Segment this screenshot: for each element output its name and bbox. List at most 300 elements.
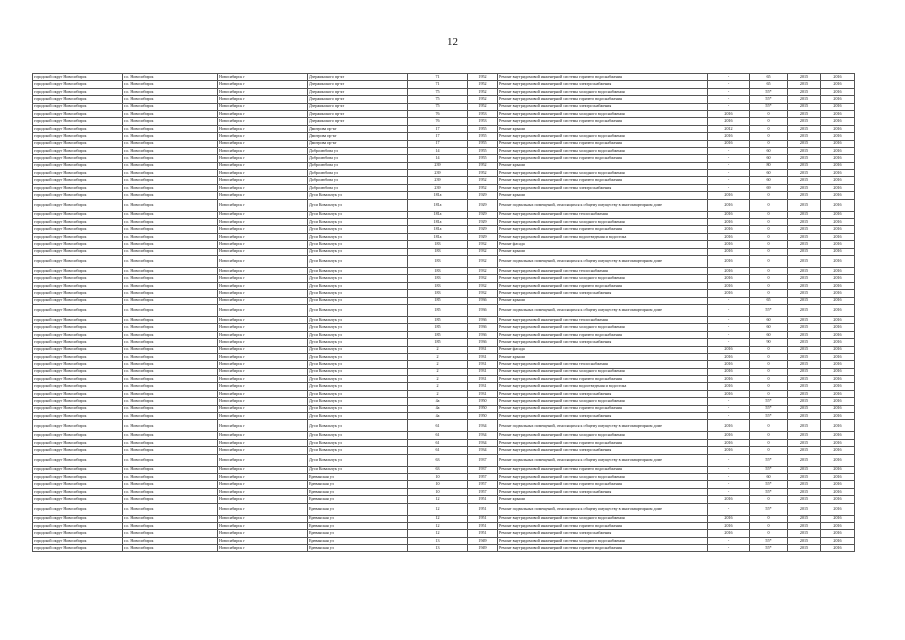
table-row bbox=[33, 74, 855, 81]
table-body bbox=[33, 74, 855, 552]
table-row bbox=[33, 140, 855, 147]
cell-street: Ереванская ул bbox=[308, 503, 408, 515]
cell-house-number: 239 bbox=[408, 177, 468, 184]
cell-build-year: 1931 bbox=[468, 376, 498, 383]
cell-plan-year: - bbox=[708, 324, 750, 331]
cell-city: Новосибирск г bbox=[218, 211, 308, 218]
cell-house-number: 185 bbox=[408, 324, 468, 331]
cell-plan-year: - bbox=[708, 74, 750, 81]
cell-work-type: Ремонт подвальных помещений, относящихся к общему имуществу в многоквартирном доме bbox=[498, 420, 708, 432]
cell-wear-percent: 0 bbox=[750, 199, 788, 211]
cell-house-number: 4а bbox=[408, 413, 468, 420]
table-row bbox=[33, 96, 855, 103]
cell-work-type: Ремонт крыши bbox=[498, 192, 708, 199]
cell-municipality: городской округ Новосибирск bbox=[33, 118, 123, 125]
cell-work-type: Ремонт внутридомовой инженерной системы холодного водоснабжения bbox=[498, 88, 708, 95]
cell-work-type: Ремонт внутридомовой инженерной системы горячего водоснабжения bbox=[498, 96, 708, 103]
cell-work-type: Ремонт внутридомовой инженерной системы электроснабжения bbox=[498, 81, 708, 88]
cell-settlement: г.о. Новосибирск bbox=[123, 339, 218, 346]
table-row bbox=[33, 316, 855, 323]
table-row bbox=[33, 81, 855, 88]
cell-period-end: 2016 bbox=[821, 88, 855, 95]
cell-settlement: г.о. Новосибирск bbox=[123, 241, 218, 248]
cell-build-year: 1936 bbox=[468, 297, 498, 304]
cell-municipality: городской округ Новосибирск bbox=[33, 488, 123, 495]
cell-street: Дуси Ковальчук ул bbox=[308, 297, 408, 304]
table-row bbox=[33, 155, 855, 162]
cell-settlement: г.о. Новосибирск bbox=[123, 420, 218, 432]
cell-period-start: 2015 bbox=[788, 503, 821, 515]
cell-house-number: 17 bbox=[408, 140, 468, 147]
cell-house-number: 239 bbox=[408, 162, 468, 169]
cell-city: Новосибирск г bbox=[218, 481, 308, 488]
cell-settlement: г.о. Новосибирск bbox=[123, 398, 218, 405]
cell-municipality: городской округ Новосибирск bbox=[33, 282, 123, 289]
cell-municipality: городской округ Новосибирск bbox=[33, 481, 123, 488]
cell-city: Новосибирск г bbox=[218, 413, 308, 420]
cell-settlement: г.о. Новосибирск bbox=[123, 503, 218, 515]
cell-municipality: городской округ Новосибирск bbox=[33, 432, 123, 439]
cell-municipality: городской округ Новосибирск bbox=[33, 439, 123, 446]
cell-build-year: 1951 bbox=[468, 515, 498, 522]
cell-wear-percent: 0 bbox=[750, 110, 788, 117]
cell-settlement: г.о. Новосибирск bbox=[123, 110, 218, 117]
cell-work-type: Ремонт внутридомовой инженерной системы холодного водоснабжения bbox=[498, 368, 708, 375]
cell-street: Ереванская ул bbox=[308, 515, 408, 522]
table-row bbox=[33, 199, 855, 211]
cell-plan-year: - bbox=[708, 162, 750, 169]
cell-settlement: г.о. Новосибирск bbox=[123, 413, 218, 420]
cell-street: Добролюбова ул bbox=[308, 170, 408, 177]
cell-work-type: Ремонт внутридомовой инженерной системы электроснабжения bbox=[498, 390, 708, 397]
cell-plan-year: - bbox=[708, 81, 750, 88]
cell-work-type: Ремонт крыши bbox=[498, 496, 708, 503]
cell-work-type: Ремонт внутридомовой инженерной системы холодного водоснабжения bbox=[498, 432, 708, 439]
cell-build-year: 1936 bbox=[468, 331, 498, 338]
table-row bbox=[33, 103, 855, 110]
cell-city: Новосибирск г bbox=[218, 118, 308, 125]
cell-city: Новосибирск г bbox=[218, 398, 308, 405]
table-row bbox=[33, 147, 855, 154]
cell-settlement: г.о. Новосибирск bbox=[123, 147, 218, 154]
cell-settlement: г.о. Новосибирск bbox=[123, 248, 218, 255]
cell-municipality: городской округ Новосибирск bbox=[33, 454, 123, 466]
cell-settlement: г.о. Новосибирск bbox=[123, 331, 218, 338]
cell-plan-year: 2016 bbox=[708, 219, 750, 226]
cell-period-start: 2015 bbox=[788, 199, 821, 211]
table-row bbox=[33, 192, 855, 199]
cell-settlement: г.о. Новосибирск bbox=[123, 162, 218, 169]
table-row bbox=[33, 339, 855, 346]
cell-settlement: г.о. Новосибирск bbox=[123, 96, 218, 103]
cell-city: Новосибирск г bbox=[218, 184, 308, 191]
cell-period-start: 2015 bbox=[788, 162, 821, 169]
cell-build-year: 1952 bbox=[468, 177, 498, 184]
cell-settlement: г.о. Новосибирск bbox=[123, 383, 218, 390]
cell-municipality: городской округ Новосибирск bbox=[33, 133, 123, 140]
cell-period-end: 2016 bbox=[821, 147, 855, 154]
cell-plan-year: - bbox=[708, 297, 750, 304]
cell-street: Дуси Ковальчук ул bbox=[308, 192, 408, 199]
cell-house-number: 239 bbox=[408, 184, 468, 191]
table-row bbox=[33, 184, 855, 191]
cell-settlement: г.о. Новосибирск bbox=[123, 537, 218, 544]
cell-wear-percent: 69 bbox=[750, 184, 788, 191]
cell-municipality: городской округ Новосибирск bbox=[33, 466, 123, 473]
cell-build-year: 1929 bbox=[468, 219, 498, 226]
cell-house-number: 181а bbox=[408, 192, 468, 199]
cell-street: Ереванская ул bbox=[308, 473, 408, 480]
cell-period-start: 2015 bbox=[788, 339, 821, 346]
cell-house-number: 61 bbox=[408, 439, 468, 446]
cell-work-type: Ремонт внутридомовой инженерной системы теплоснабжения bbox=[498, 316, 708, 323]
cell-settlement: г.о. Новосибирск bbox=[123, 192, 218, 199]
cell-work-type: Ремонт внутридомовой инженерной системы водоотведения и водостока bbox=[498, 233, 708, 240]
cell-house-number: 10 bbox=[408, 488, 468, 495]
cell-period-start: 2015 bbox=[788, 170, 821, 177]
cell-period-start: 2015 bbox=[788, 192, 821, 199]
cell-plan-year: - bbox=[708, 316, 750, 323]
cell-street: Дзержинского пр-кт bbox=[308, 110, 408, 117]
cell-period-end: 2016 bbox=[821, 282, 855, 289]
cell-period-start: 2015 bbox=[788, 466, 821, 473]
cell-municipality: городской округ Новосибирск bbox=[33, 170, 123, 177]
cell-period-end: 2016 bbox=[821, 447, 855, 454]
cell-city: Новосибирск г bbox=[218, 545, 308, 552]
cell-period-end: 2016 bbox=[821, 226, 855, 233]
cell-city: Новосибирск г bbox=[218, 233, 308, 240]
cell-period-end: 2016 bbox=[821, 199, 855, 211]
cell-wear-percent: 55* bbox=[750, 413, 788, 420]
cell-street: Дуси Ковальчук ул bbox=[308, 376, 408, 383]
cell-city: Новосибирск г bbox=[218, 162, 308, 169]
cell-plan-year: - bbox=[708, 473, 750, 480]
cell-period-end: 2016 bbox=[821, 361, 855, 368]
cell-plan-year: 2016 bbox=[708, 515, 750, 522]
cell-period-end: 2016 bbox=[821, 454, 855, 466]
cell-city: Новосибирск г bbox=[218, 339, 308, 346]
cell-settlement: г.о. Новосибирск bbox=[123, 316, 218, 323]
cell-settlement: г.о. Новосибирск bbox=[123, 481, 218, 488]
table-row bbox=[33, 368, 855, 375]
cell-build-year: 1952 bbox=[468, 88, 498, 95]
cell-street: Ереванская ул bbox=[308, 545, 408, 552]
cell-plan-year: - bbox=[708, 331, 750, 338]
cell-municipality: городской округ Новосибирск bbox=[33, 537, 123, 544]
cell-build-year: 1929 bbox=[468, 233, 498, 240]
table-row bbox=[33, 447, 855, 454]
cell-period-start: 2015 bbox=[788, 496, 821, 503]
cell-work-type: Ремонт крыши bbox=[498, 248, 708, 255]
cell-settlement: г.о. Новосибирск bbox=[123, 282, 218, 289]
cell-plan-year: 2016 bbox=[708, 530, 750, 537]
cell-street: Дуси Ковальчук ул bbox=[308, 255, 408, 267]
cell-settlement: г.о. Новосибирск bbox=[123, 290, 218, 297]
cell-period-start: 2015 bbox=[788, 81, 821, 88]
cell-build-year: 1950 bbox=[468, 413, 498, 420]
cell-city: Новосибирск г bbox=[218, 353, 308, 360]
cell-wear-percent: 0 bbox=[750, 368, 788, 375]
cell-street: Дуси Ковальчук ул bbox=[308, 211, 408, 218]
cell-settlement: г.о. Новосибирск bbox=[123, 496, 218, 503]
cell-plan-year: - bbox=[708, 339, 750, 346]
cell-street: Ереванская ул bbox=[308, 522, 408, 529]
cell-settlement: г.о. Новосибирск bbox=[123, 304, 218, 316]
cell-period-end: 2016 bbox=[821, 530, 855, 537]
cell-municipality: городской округ Новосибирск bbox=[33, 267, 123, 274]
cell-build-year: 1937 bbox=[468, 454, 498, 466]
cell-period-end: 2016 bbox=[821, 432, 855, 439]
cell-work-type: Ремонт внутридомовой инженерной системы электроснабжения bbox=[498, 530, 708, 537]
cell-street: Дуси Ковальчук ул bbox=[308, 466, 408, 473]
cell-street: Дуси Ковальчук ул bbox=[308, 353, 408, 360]
cell-wear-percent: 0 bbox=[750, 383, 788, 390]
cell-period-start: 2015 bbox=[788, 537, 821, 544]
cell-work-type: Ремонт внутридомовой инженерной системы холодного водоснабжения bbox=[498, 170, 708, 177]
cell-period-start: 2015 bbox=[788, 147, 821, 154]
cell-city: Новосибирск г bbox=[218, 496, 308, 503]
cell-wear-percent: 0 bbox=[750, 133, 788, 140]
cell-work-type: Ремонт внутридомовой инженерной системы электроснабжения bbox=[498, 103, 708, 110]
cell-wear-percent: 0 bbox=[750, 118, 788, 125]
cell-build-year: 1929 bbox=[468, 226, 498, 233]
cell-wear-percent: 55* bbox=[750, 503, 788, 515]
cell-period-end: 2016 bbox=[821, 383, 855, 390]
cell-city: Новосибирск г bbox=[218, 267, 308, 274]
cell-wear-percent: 65 bbox=[750, 81, 788, 88]
cell-build-year: 1953 bbox=[468, 110, 498, 117]
cell-period-start: 2015 bbox=[788, 297, 821, 304]
table-row bbox=[33, 390, 855, 397]
table-row bbox=[33, 118, 855, 125]
cell-plan-year: 2016 bbox=[708, 211, 750, 218]
cell-build-year: 1952 bbox=[468, 162, 498, 169]
cell-municipality: городской округ Новосибирск bbox=[33, 147, 123, 154]
cell-settlement: г.о. Новосибирск bbox=[123, 361, 218, 368]
cell-work-type: Ремонт внутридомовой инженерной системы холодного водоснабжения bbox=[498, 537, 708, 544]
cell-period-end: 2016 bbox=[821, 496, 855, 503]
cell-wear-percent: 0 bbox=[750, 432, 788, 439]
cell-settlement: г.о. Новосибирск bbox=[123, 297, 218, 304]
cell-wear-percent: 55* bbox=[750, 96, 788, 103]
cell-build-year: 1929 bbox=[468, 211, 498, 218]
cell-work-type: Ремонт внутридомовой инженерной системы электроснабжения bbox=[498, 413, 708, 420]
table-row bbox=[33, 211, 855, 218]
table-row bbox=[33, 398, 855, 405]
cell-work-type: Ремонт внутридомовой инженерной системы теплоснабжения bbox=[498, 361, 708, 368]
cell-build-year: 1949 bbox=[468, 537, 498, 544]
cell-period-end: 2016 bbox=[821, 537, 855, 544]
cell-period-end: 2016 bbox=[821, 420, 855, 432]
data-table-container bbox=[32, 73, 854, 552]
cell-period-start: 2015 bbox=[788, 383, 821, 390]
cell-plan-year: 2016 bbox=[708, 390, 750, 397]
cell-house-number: 183 bbox=[408, 267, 468, 274]
cell-build-year: 1934 bbox=[468, 447, 498, 454]
cell-work-type: Ремонт внутридомовой инженерной системы горячего водоснабжения bbox=[498, 177, 708, 184]
cell-plan-year: 2016 bbox=[708, 496, 750, 503]
cell-city: Новосибирск г bbox=[218, 133, 308, 140]
cell-municipality: городской округ Новосибирск bbox=[33, 353, 123, 360]
cell-city: Новосибирск г bbox=[218, 368, 308, 375]
cell-city: Новосибирск г bbox=[218, 147, 308, 154]
cell-house-number: 181а bbox=[408, 199, 468, 211]
cell-plan-year: 2016 bbox=[708, 432, 750, 439]
cell-wear-percent: 60 bbox=[750, 170, 788, 177]
cell-plan-year: - bbox=[708, 147, 750, 154]
cell-period-start: 2015 bbox=[788, 177, 821, 184]
cell-settlement: г.о. Новосибирск bbox=[123, 447, 218, 454]
cell-plan-year: - bbox=[708, 177, 750, 184]
cell-house-number: 76 bbox=[408, 110, 468, 117]
table-row bbox=[33, 324, 855, 331]
cell-wear-percent: 55* bbox=[750, 481, 788, 488]
cell-work-type: Ремонт внутридомовой инженерной системы электроснабжения bbox=[498, 184, 708, 191]
cell-period-start: 2015 bbox=[788, 447, 821, 454]
cell-build-year: 1952 bbox=[468, 74, 498, 81]
cell-street: Дуси Ковальчук ул bbox=[308, 233, 408, 240]
cell-street: Дуси Ковальчук ул bbox=[308, 324, 408, 331]
cell-plan-year: 2012 bbox=[708, 125, 750, 132]
cell-municipality: городской округ Новосибирск bbox=[33, 155, 123, 162]
cell-plan-year: - bbox=[708, 488, 750, 495]
cell-build-year: 1955 bbox=[468, 125, 498, 132]
cell-municipality: городской округ Новосибирск bbox=[33, 177, 123, 184]
cell-build-year: 1934 bbox=[468, 420, 498, 432]
cell-build-year: 1932 bbox=[468, 290, 498, 297]
cell-period-start: 2015 bbox=[788, 473, 821, 480]
cell-city: Новосибирск г bbox=[218, 241, 308, 248]
cell-period-start: 2015 bbox=[788, 211, 821, 218]
cell-settlement: г.о. Новосибирск bbox=[123, 324, 218, 331]
cell-municipality: городской округ Новосибирск bbox=[33, 74, 123, 81]
cell-work-type: Ремонт внутридомовой инженерной системы электроснабжения bbox=[498, 447, 708, 454]
cell-city: Новосибирск г bbox=[218, 316, 308, 323]
table-row bbox=[33, 255, 855, 267]
cell-house-number: 10 bbox=[408, 481, 468, 488]
cell-wear-percent: 0 bbox=[750, 530, 788, 537]
cell-work-type: Ремонт внутридомовой инженерной системы горячего водоснабжения bbox=[498, 439, 708, 446]
cell-work-type: Ремонт внутридомовой инженерной системы горячего водоснабжения bbox=[498, 376, 708, 383]
cell-city: Новосибирск г bbox=[218, 140, 308, 147]
table-row bbox=[33, 304, 855, 316]
cell-plan-year: 2016 bbox=[708, 267, 750, 274]
cell-period-end: 2016 bbox=[821, 118, 855, 125]
cell-build-year: 1955 bbox=[468, 147, 498, 154]
cell-city: Новосибирск г bbox=[218, 110, 308, 117]
cell-settlement: г.о. Новосибирск bbox=[123, 88, 218, 95]
cell-house-number: 75 bbox=[408, 88, 468, 95]
cell-municipality: городской округ Новосибирск bbox=[33, 233, 123, 240]
cell-settlement: г.о. Новосибирск bbox=[123, 530, 218, 537]
cell-build-year: 1931 bbox=[468, 361, 498, 368]
cell-build-year: 1937 bbox=[468, 466, 498, 473]
cell-wear-percent: 0 bbox=[750, 420, 788, 432]
table-row bbox=[33, 383, 855, 390]
cell-settlement: г.о. Новосибирск bbox=[123, 170, 218, 177]
cell-plan-year: 2016 bbox=[708, 447, 750, 454]
table-row bbox=[33, 488, 855, 495]
cell-build-year: 1932 bbox=[468, 282, 498, 289]
cell-period-end: 2016 bbox=[821, 184, 855, 191]
cell-build-year: 1932 bbox=[468, 248, 498, 255]
cell-period-end: 2016 bbox=[821, 219, 855, 226]
cell-period-end: 2016 bbox=[821, 324, 855, 331]
cell-settlement: г.о. Новосибирск bbox=[123, 81, 218, 88]
cell-wear-percent: 60 bbox=[750, 316, 788, 323]
cell-work-type: Ремонт внутридомовой инженерной системы холодного водоснабжения bbox=[498, 110, 708, 117]
cell-work-type: Ремонт крыши bbox=[498, 125, 708, 132]
cell-street: Дуси Ковальчук ул bbox=[308, 275, 408, 282]
cell-city: Новосибирск г bbox=[218, 74, 308, 81]
cell-period-end: 2016 bbox=[821, 74, 855, 81]
cell-plan-year: - bbox=[708, 481, 750, 488]
cell-period-start: 2015 bbox=[788, 155, 821, 162]
cell-house-number: 2 bbox=[408, 353, 468, 360]
cell-city: Новосибирск г bbox=[218, 530, 308, 537]
cell-build-year: 1952 bbox=[468, 170, 498, 177]
cell-plan-year: - bbox=[708, 88, 750, 95]
cell-street: Дзержинского пр-кт bbox=[308, 118, 408, 125]
cell-house-number: 12 bbox=[408, 522, 468, 529]
cell-wear-percent: 0 bbox=[750, 376, 788, 383]
cell-build-year: 1957 bbox=[468, 473, 498, 480]
cell-municipality: городской округ Новосибирск bbox=[33, 290, 123, 297]
cell-period-start: 2015 bbox=[788, 241, 821, 248]
cell-period-start: 2015 bbox=[788, 125, 821, 132]
table-row bbox=[33, 376, 855, 383]
cell-period-end: 2016 bbox=[821, 248, 855, 255]
cell-build-year: 1932 bbox=[468, 267, 498, 274]
cell-wear-percent: 0 bbox=[750, 267, 788, 274]
cell-settlement: г.о. Новосибирск bbox=[123, 454, 218, 466]
cell-period-end: 2016 bbox=[821, 473, 855, 480]
cell-house-number: 61 bbox=[408, 447, 468, 454]
cell-street: Дуси Ковальчук ул bbox=[308, 383, 408, 390]
cell-wear-percent: 0 bbox=[750, 361, 788, 368]
cell-wear-percent: 0 bbox=[750, 248, 788, 255]
cell-wear-percent: 0 bbox=[750, 275, 788, 282]
cell-street: Дуси Ковальчук ул bbox=[308, 405, 408, 412]
cell-plan-year: 2016 bbox=[708, 241, 750, 248]
cell-period-start: 2015 bbox=[788, 74, 821, 81]
cell-house-number: 2 bbox=[408, 376, 468, 383]
table-row bbox=[33, 133, 855, 140]
cell-plan-year: 2016 bbox=[708, 233, 750, 240]
cell-settlement: г.о. Новосибирск bbox=[123, 155, 218, 162]
cell-municipality: городской округ Новосибирск bbox=[33, 368, 123, 375]
cell-street: Ереванская ул bbox=[308, 481, 408, 488]
cell-municipality: городской округ Новосибирск bbox=[33, 405, 123, 412]
cell-street: Дуси Ковальчук ул bbox=[308, 199, 408, 211]
cell-work-type: Ремонт внутридомовой инженерной системы холодного водоснабжения bbox=[498, 473, 708, 480]
cell-city: Новосибирск г bbox=[218, 226, 308, 233]
cell-period-end: 2016 bbox=[821, 413, 855, 420]
cell-period-start: 2015 bbox=[788, 88, 821, 95]
cell-street: Дуси Ковальчук ул bbox=[308, 398, 408, 405]
cell-plan-year: - bbox=[708, 103, 750, 110]
cell-wear-percent: 0 bbox=[750, 439, 788, 446]
cell-work-type: Ремонт внутридомовой инженерной системы горячего водоснабжения bbox=[498, 140, 708, 147]
cell-period-start: 2015 bbox=[788, 226, 821, 233]
cell-period-end: 2016 bbox=[821, 488, 855, 495]
cell-settlement: г.о. Новосибирск bbox=[123, 346, 218, 353]
cell-work-type: Ремонт внутридомовой инженерной системы холодного водоснабжения bbox=[498, 133, 708, 140]
cell-city: Новосибирск г bbox=[218, 103, 308, 110]
cell-period-end: 2016 bbox=[821, 103, 855, 110]
cell-settlement: г.о. Новосибирск bbox=[123, 405, 218, 412]
cell-house-number: 71 bbox=[408, 81, 468, 88]
